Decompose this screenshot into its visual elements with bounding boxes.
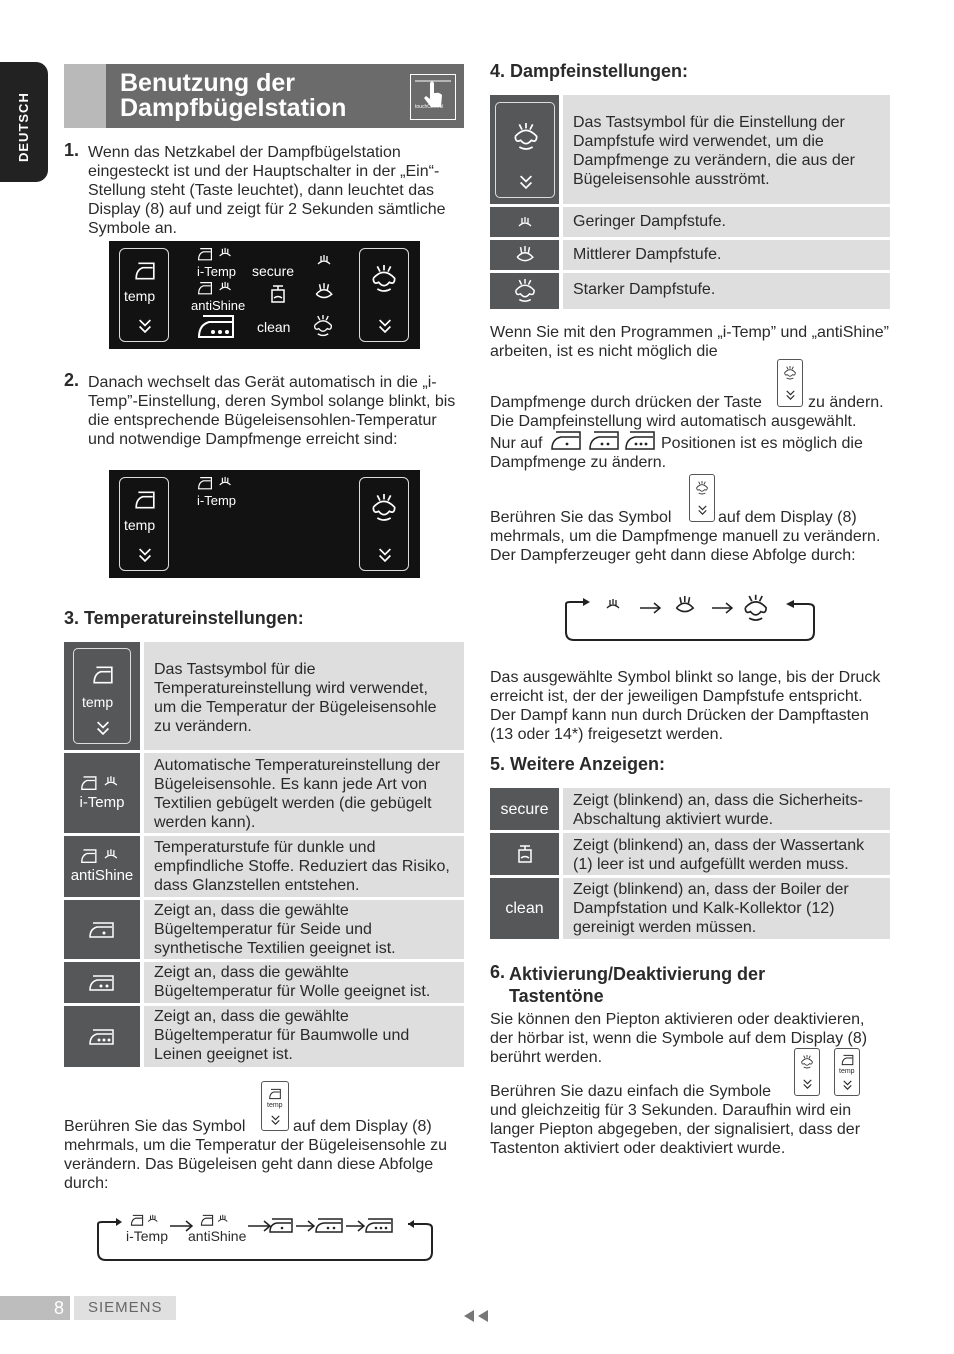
temp-row-text: Zeigt an, dass die gewählte Bügeltemperatur für Seide und synthetische Textilien geeignet ist. [144,900,464,959]
steam-para-2b: auf dem Display (8) [718,509,857,526]
indicator-table-row [490,878,890,939]
steam-key-small-icon [689,474,715,522]
steam-mid-icon [490,240,559,270]
temp-key [119,248,169,342]
sound-para-2a: Berühren Sie dazu einfach die Symbole [490,1083,772,1100]
steam-para-3: Das ausgewählte Symbol blinkt so lange, bis der Druck erreicht ist, der der jeweiligen Dampfstufe entspricht. Der Dampf kann nun durch Drücken der Dampftasten (13 oder 14*) freigesetzt werden. [490,669,881,743]
section-3-heading: 3. Temperatureinstellungen: [64,608,304,628]
temp-key [119,477,169,571]
steam-row-text: Das Tastsymbol für die Einstellung der Dampfstufe wird verwendet, um die Dampfmenge zu verändern, die aus der Bügeleisensohle ausströmt. [563,95,890,204]
iron-two-dots-icon [64,962,140,1003]
clean-label: clean [257,319,291,335]
indicator-row-text: Zeigt (blinkend) an, dass der Wassertank (1) leer ist und aufgefüllt werden muss. [563,833,890,875]
steam-row-text: Starker Dampfstufe. [563,273,890,309]
temp-key-small-icon: temp [834,1048,860,1096]
language-label: DEUTSCH [16,92,31,162]
itemp-label: i-Temp [197,264,237,279]
page-number: 8 [0,1296,70,1320]
step-1-text: Wenn das Netzkabel der Dampfbügelstation eingesteckt ist und der Hauptschalter in der „Ein“-Stellung steht (Taste leuchtet), dann leuchtet das Display (8) auf und zeigt für 2 Sekunden sämtliche Symbole an. [88,144,446,237]
sound-para-1: Sie können den Piepton aktivieren oder deaktivieren, der hörbar ist, wenn die Symbole auf dem Display (8) berührt werden. [490,1011,868,1066]
temp-row-text: Das Tastsymbol für die Temperatureinstellung wird verwendet, um die Temperatur der Bügeleisensohle zu verändern. [144,642,464,750]
iron-one-dot-icon [64,900,140,959]
steam-table-row [490,240,890,270]
temp-label: temp [124,517,156,533]
step-2-number: 2. [64,370,80,390]
steam-high-icon [490,273,559,309]
indicator-table-row [490,788,890,830]
steam-low-icon [315,253,333,267]
antishine-icon: antiShine [64,836,140,897]
steam-para-2a: Berühren Sie das Symbol [490,509,672,526]
brand-label: SIEMENS [74,1296,176,1320]
step-2-text: Danach wechselt das Gerät automatisch in die „i-Temp”-Einstellung, deren Symbol solange blinkt, bis die entsprechende Bügeleisensohlen-Temperatur und notwendige Dampfmenge erreicht sind: [88,374,456,448]
itemp-label: i-Temp [197,493,237,508]
section-4-heading: 4. Dampfeinstellungen: [490,61,689,81]
steam-table-row [490,207,890,237]
tank-icon [490,833,559,875]
temp-table-row [64,962,464,1003]
language-tab [0,62,48,182]
touch-label: touchControl [415,104,444,110]
temp-table-row [64,753,464,833]
iron-dots-icon [197,313,237,339]
section-5-heading: 5. Weitere Anzeigen: [490,754,666,774]
indicator-table-row [490,833,890,875]
temp-row-text: Automatische Temperatureinstellung der Bügeleisensohle. Es kann jede Art von Textilien gebügelt werden (die gebügelt werden kann). [144,753,464,833]
touch-hand-icon [410,74,456,120]
steam-sequence [564,594,816,642]
steam-key-small-icon [777,359,803,407]
steam-high-icon [312,315,334,337]
steam-low-icon [490,207,559,237]
display-all-symbols [109,241,420,349]
section-6-number: 6. [490,962,506,982]
steam-para-1d: Die Dampfeinstellung wird automatisch ausgewählt. [490,413,857,430]
steam-table-row [490,95,890,204]
steam-key-icon [490,95,559,204]
steam-row-text: Mittlerer Dampfstufe. [563,240,890,270]
temp-row-text: Zeigt an, dass die gewählte Bügeltemperatur für Baumwolle und Leinen geeignet ist. [144,1006,464,1067]
secure-icon: secure [490,788,559,830]
indicator-row-text: Zeigt (blinkend) an, dass der Boiler der Dampfstation und Kalk-Kollektor (12) gereinigt werden müssen. [563,878,890,939]
secure-label: secure [252,263,295,279]
seq-itemp-label: i-Temp [126,1228,169,1244]
itemp-icon: i-Temp [64,753,140,833]
section-header [64,64,464,128]
temp-table-row [64,900,464,959]
section-6-heading: Aktivierung/Deaktivierung der Tastentöne [509,964,766,1006]
temp-table-row [64,1006,464,1067]
steam-para-1c: zu ändern. [808,394,884,411]
steam-table-row [490,273,890,309]
temp-sequence [96,1212,434,1262]
temp-row-text: Zeigt an, dass die gewählte Bügeltemperatur für Wolle geeignet ist. [144,962,464,1003]
temp-key-small-icon: temp [261,1081,289,1131]
temp-row-text: Temperaturstufe für dunkle und empfindliche Stoffe. Reduziert das Risiko, dass Glanzstellen entstehen. [144,836,464,897]
temp-label: temp [124,288,156,304]
steam-para-1b: Dampfmenge durch drücken der Taste [490,394,762,411]
sound-para-2b: und gleichzeitig für 3 Sekunden. Daraufhin wird ein langer Piepton abgegeben, der signalisiert, dass der Tastenton aktiviert oder deaktiviert wurde. [490,1102,861,1157]
steam-key [359,477,409,571]
steam-mid-icon [314,283,334,301]
seq-antishine-label: antiShine [188,1228,247,1244]
temp-para-b: auf dem Display (8) [293,1118,432,1135]
indicator-row-text: Zeigt (blinkend) an, dass die Sicherheits-Abschaltung aktiviert wurde. [563,788,890,830]
clean-icon: clean [490,878,559,939]
temp-table-row [64,642,464,750]
step-1-number: 1. [64,140,80,160]
steam-para-1f-text: Positionen ist es möglich die Dampfmenge zu ändern. [490,435,863,471]
temp-para-c: mehrmals, um die Temperatur der Bügeleisensohle zu verändern. Das Bügeleisen geht dann diese Abfolge durch: [64,1137,448,1192]
steam-para-1e: Nur auf [490,435,543,452]
antishine-label: antiShine [191,298,246,313]
tank-icon [269,283,287,305]
back-arrows-icon[interactable] [462,1308,490,1324]
iron-three-dots-icon [64,1006,140,1067]
temp-table-row [64,836,464,897]
temp-para-a: Berühren Sie das Symbol [64,1118,246,1135]
display-itemp [109,470,420,578]
steam-key-small-icon [794,1048,820,1096]
steam-key [359,248,409,342]
page-title: Benutzung der Dampfbügelstation [120,69,347,122]
header-stripe [64,64,106,128]
steam-para-1a: Wenn Sie mit den Programmen „i-Temp” und „antiShine” arbeiten, ist es nicht möglich die [490,324,889,360]
steam-row-text: Geringer Dampfstufe. [563,207,890,237]
steam-para-2c: mehrmals, um die Dampfmenge manuell zu verändern. Der Dampferzeuger geht dann diese Abfolge durch: [490,528,881,564]
temp-key-icon: temp [64,642,140,750]
